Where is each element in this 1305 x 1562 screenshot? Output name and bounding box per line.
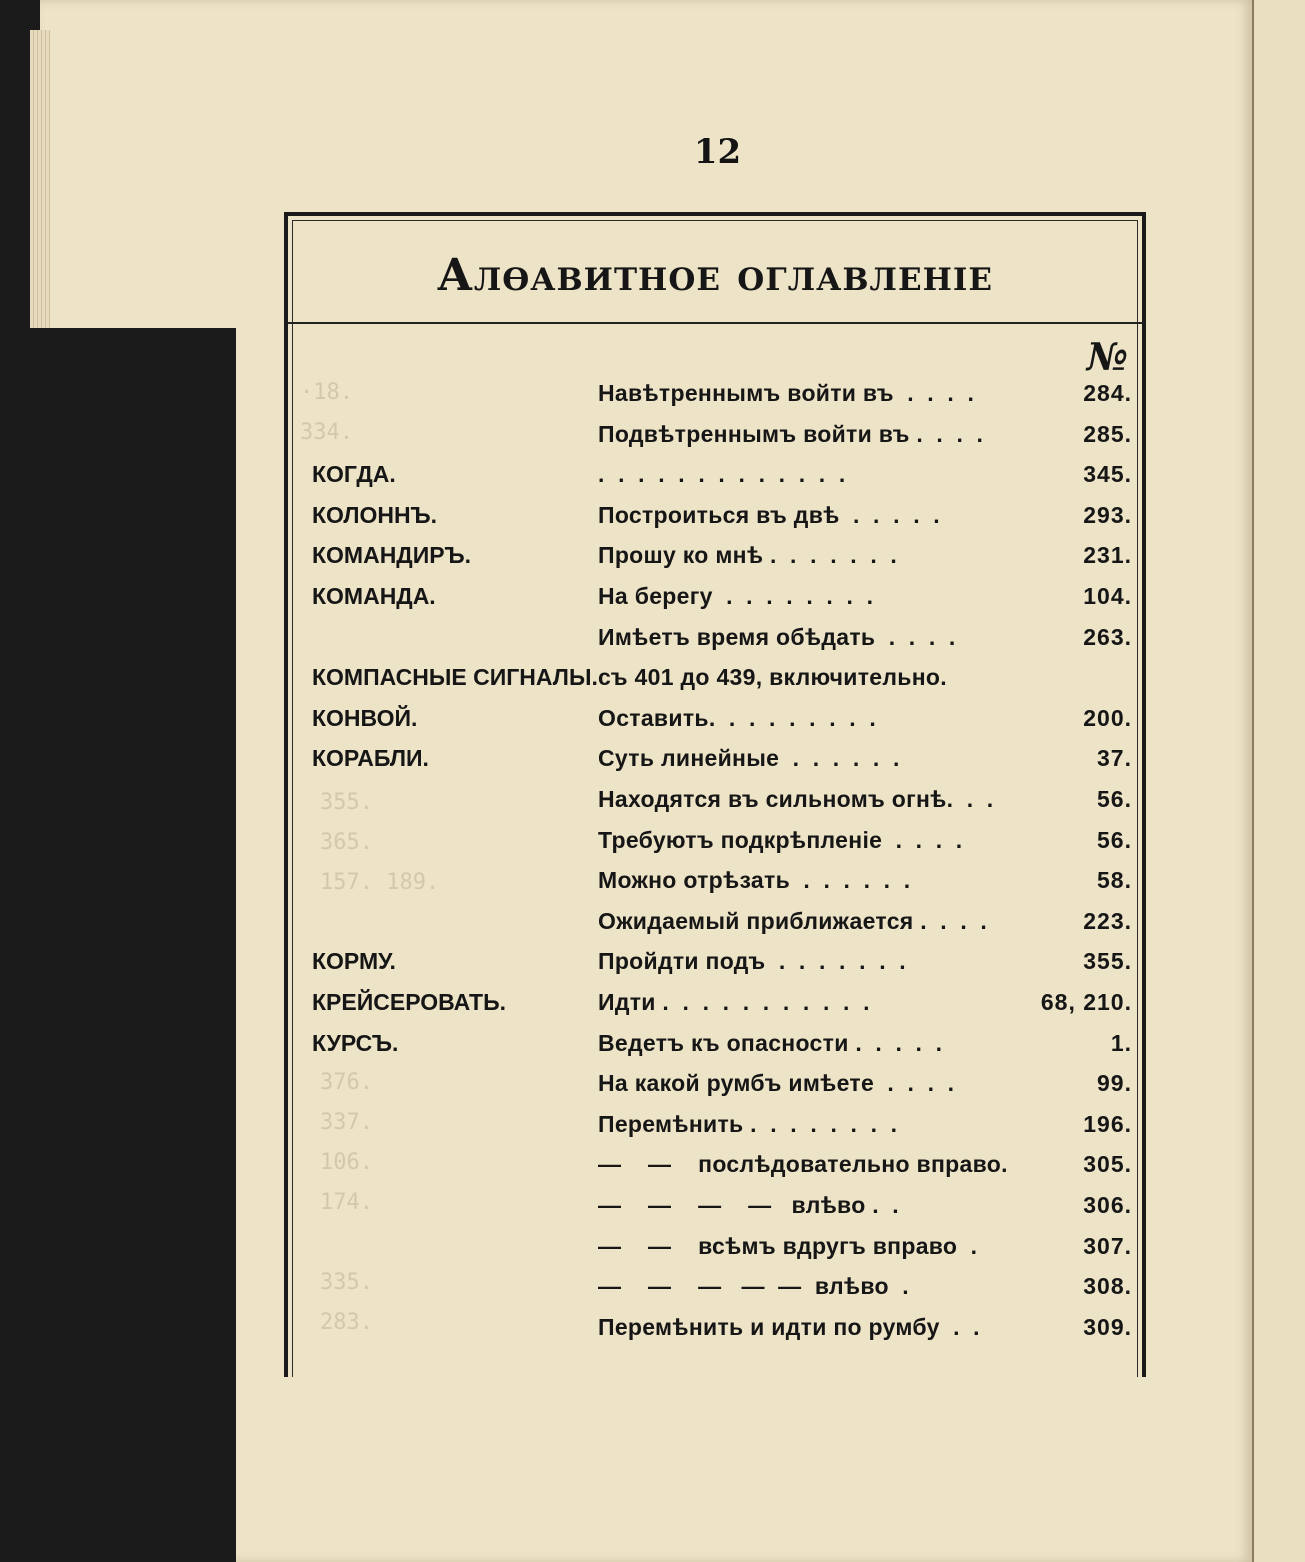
entry-number: 104.: [1083, 583, 1132, 609]
index-entry: [312, 786, 1132, 826]
facing-page-edge: [1252, 0, 1305, 1562]
entry-number: 355.: [1083, 948, 1132, 975]
bleed-through-text: 355.: [320, 790, 373, 815]
index-entry: [312, 745, 1132, 785]
index-entry: [312, 705, 1132, 745]
index-entry: [312, 1151, 1132, 1191]
index-entry: [312, 989, 1132, 1029]
entry-keyword: КОНВОЙ.: [312, 704, 418, 731]
entry-keyword: КРЕЙСЕРОВАТЬ.: [312, 989, 507, 1015]
bleed-through-text: 157. 189.: [320, 870, 440, 895]
entry-number: 58.: [1097, 867, 1132, 894]
bleed-through-text: 365.: [320, 830, 373, 855]
index-entry: [312, 1314, 1132, 1354]
index-entry: [312, 380, 1132, 420]
entry-number: 99.: [1097, 1070, 1132, 1097]
entry-description: Требуютъ подкрѣпленіе . . . .: [598, 826, 963, 853]
entry-number: 223.: [1083, 907, 1132, 934]
index-entry: [312, 1111, 1132, 1151]
index-entry: [312, 948, 1132, 988]
number-column-header: №: [1086, 334, 1128, 379]
index-entry: [312, 421, 1132, 461]
entry-description: — — — — — влѣво .: [598, 1273, 909, 1300]
entry-description: Прошу ко мнѣ . . . . . . .: [598, 542, 898, 569]
bleed-through-text: 337.: [320, 1110, 373, 1135]
entry-description: съ 401 до 439, включительно.: [598, 664, 947, 691]
entry-description: Имѣетъ время обѣдать . . . .: [598, 623, 956, 650]
entry-number: 345.: [1083, 461, 1132, 488]
bleed-through-text: 335.: [320, 1270, 373, 1295]
entry-description: — — — — влѣво . .: [598, 1192, 899, 1218]
entry-description: Навѣтреннымъ войти въ . . . .: [598, 380, 975, 406]
bleed-through-text: 283.: [320, 1310, 373, 1335]
index-title: Алѳавитное оглавленіе: [436, 250, 994, 301]
entry-description: Ведетъ къ опасности . . . . .: [598, 1029, 943, 1056]
index-entry: [312, 908, 1132, 948]
entry-description: Пройдти подъ . . . . . . .: [598, 948, 906, 975]
entry-number: 309.: [1083, 1313, 1132, 1340]
index-entry: [312, 542, 1132, 582]
bleed-through-text: ·18.: [300, 380, 353, 405]
bleed-through-text: 174.: [320, 1190, 373, 1215]
index-entry: [312, 1192, 1132, 1232]
entry-number: 285.: [1083, 420, 1132, 447]
entry-keyword: КУРСЪ.: [312, 1029, 399, 1056]
entry-description: Перемѣнить и идти по румбу . .: [598, 1313, 980, 1340]
entry-number: 200.: [1083, 704, 1132, 731]
entry-keyword: КОЛОННЪ.: [312, 501, 437, 528]
entry-number: 37.: [1097, 745, 1132, 772]
index-entry: [312, 583, 1132, 623]
entry-number: 284.: [1083, 380, 1132, 406]
index-entry: [312, 827, 1132, 867]
entry-number: 305.: [1083, 1151, 1132, 1178]
entry-description: Находятся въ сильномъ огнѣ. . .: [598, 786, 994, 812]
index-entry: [312, 867, 1132, 907]
title-divider: [288, 322, 1142, 324]
entry-description: Оставить. . . . . . . . .: [598, 704, 877, 731]
index-entry: [312, 624, 1132, 664]
entry-number: 307.: [1083, 1232, 1132, 1259]
entry-description: Идти . . . . . . . . . . .: [598, 989, 870, 1015]
entry-description: Построиться въ двѣ . . . . .: [598, 501, 940, 528]
background-dark-area: [0, 328, 236, 1562]
entry-description: — — послѣдовательно вправо.: [598, 1151, 1008, 1178]
entry-keyword: КОГДА.: [312, 461, 396, 488]
entry-number: 306.: [1083, 1192, 1132, 1218]
bleed-through-text: 106.: [320, 1150, 373, 1175]
index-entry: [312, 1273, 1132, 1313]
entry-number: 293.: [1083, 501, 1132, 528]
entry-number: 263.: [1083, 623, 1132, 650]
entry-number: 196.: [1083, 1110, 1132, 1137]
previous-page-edges: [30, 30, 50, 330]
entry-description: — — всѣмъ вдругъ вправо .: [598, 1232, 978, 1259]
entry-description: Перемѣнить . . . . . . . .: [598, 1110, 898, 1137]
entry-keyword: КОРМУ.: [312, 948, 396, 975]
index-entry: [312, 502, 1132, 542]
entry-number: 56.: [1097, 786, 1132, 812]
index-entry: [312, 1030, 1132, 1070]
entry-description: Суть линейные . . . . . .: [598, 745, 900, 772]
entry-description: На какой румбъ имѣете . . . .: [598, 1070, 955, 1097]
entry-description: Подвѣтреннымъ войти въ . . . .: [598, 420, 984, 447]
index-entry: [312, 1070, 1132, 1110]
entry-description: Ожидаемый приближается . . . .: [598, 907, 988, 934]
entry-number: 68, 210.: [1040, 989, 1132, 1015]
entry-description: . . . . . . . . . . . . .: [598, 461, 846, 488]
index-entry: [312, 664, 1132, 704]
entry-keyword: КОМПАСНЫЕ СИГНАЛЫ.: [312, 664, 598, 691]
entry-keyword: КОМАНДИРЪ.: [312, 542, 471, 569]
page-number: 12: [693, 132, 742, 172]
entry-number: 1.: [1110, 1029, 1132, 1056]
bleed-through-text: 334.: [300, 420, 353, 445]
bleed-through-text: 376.: [320, 1070, 373, 1095]
entry-keyword: КОМАНДА.: [312, 583, 436, 609]
entry-description: На берегу . . . . . . . .: [598, 583, 874, 609]
entry-keyword: КОРАБЛИ.: [312, 745, 429, 772]
entry-number: 56.: [1097, 826, 1132, 853]
index-entry: [312, 1233, 1132, 1273]
entry-number: 231.: [1083, 542, 1132, 569]
entry-description: Можно отрѣзать . . . . . .: [598, 867, 911, 894]
index-entry: [312, 461, 1132, 501]
entry-number: 308.: [1083, 1273, 1132, 1300]
